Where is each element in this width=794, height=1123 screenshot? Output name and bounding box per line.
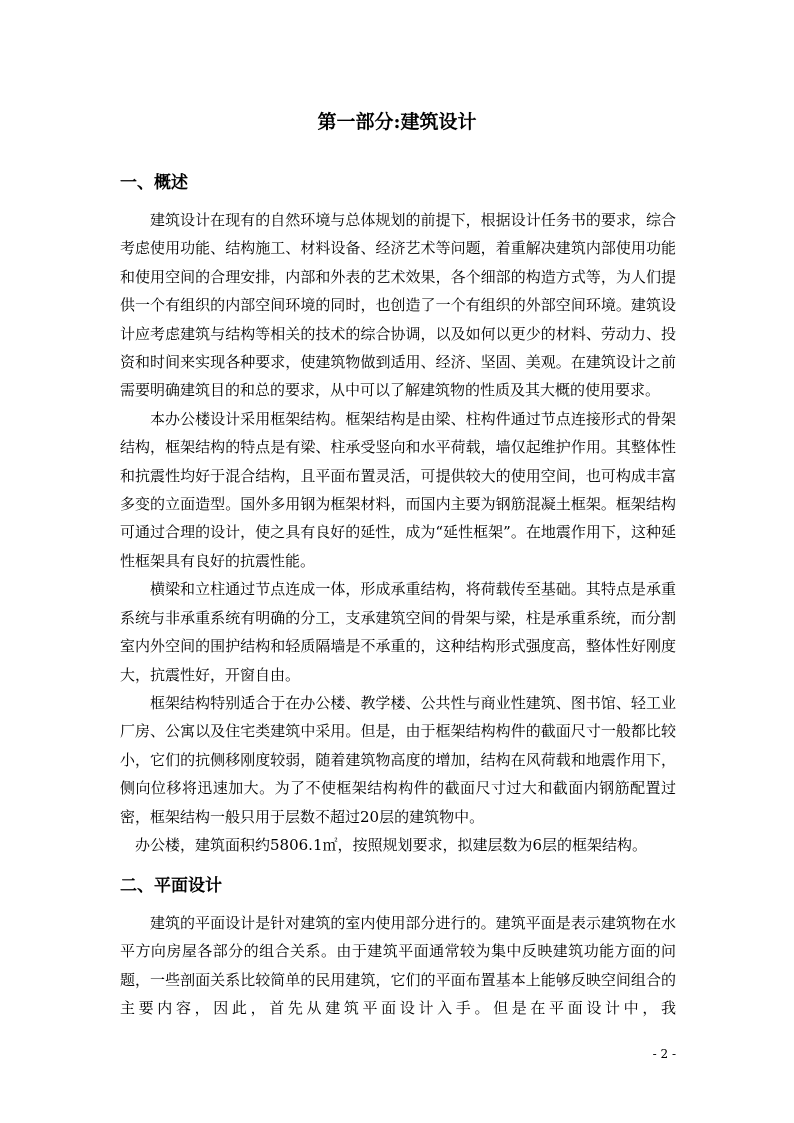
paragraph: 建筑的平面设计是针对建筑的室内使用部分进行的。建筑平面是表示建筑物在水平方向房屋各部分的组合关系。由于建筑平面通常较为集中反映建筑功能方面的问题，一些剖面关系比较简单的民用建筑，它们的平面布置基本上能够反映空间组合的主要内容，因此，首先从建筑平面设计入手。但是在平面设计中，我 bbox=[120, 914, 676, 1018]
paragraph: 横梁和立柱通过节点连成一体，形成承重结构，将荷载传至基础。其特点是承重系统与非承重系统有明确的分工，支承建筑空间的骨架与梁，柱是承重系统，而分割室内外空间的围护结构和轻质隔墙是不承重的，这种结构形式强度高，整体性好刚度大，抗震性好，开窗自由。 bbox=[120, 580, 676, 684]
paragraph: 本办公楼设计采用框架结构。框架结构是由梁、柱构件通过节点连接形式的骨架结构，框架结构的特点是有梁、柱承受竖向和水平荷载，墙仅起维护作用。其整体性和抗震性均好于混合结构，且平面布置灵活，可提供较大的使用空间，也可构成丰富多变的立面造型。国外多用钢为框架材料，而国内主要为钢筋混凝土框架。框架结构可通过合理的设计，使之具有良好的延性，成为“延性框架”。在地震作用下，这种延性框架具有良好的抗震性能。 bbox=[120, 409, 676, 570]
paragraph: 建筑设计在现有的自然环境与总体规划的前提下，根据设计任务书的要求，综合考虑使用功能、结构施工、材料设备、经济艺术等问题，着重解决建筑内部使用功能和使用空间的合理安排，内部和外表的艺术效果，各个细部的构造方式等，为人们提供一个有组织的内部空间环境的同时，也创造了一个有组织的外部空间环境。建筑设计应考虑建筑与结构等相关的技术的综合协调，以及如何以更少的材料、劳动力、投资和时间来实现各种要求，使建筑物做到适用、经济、坚固、美观。在建筑设计之前需要明确建筑目的和总的要求，从中可以了解建筑物的性质及其大概的使用要求。 bbox=[120, 211, 676, 400]
page-number: - 2 - bbox=[652, 1047, 676, 1061]
section-body-plan-design bbox=[120, 909, 676, 1023]
paragraph: 办公楼，建筑面积约5806.1㎡，按照规划要求，拟建层数为6层的框架结构。 bbox=[135, 835, 648, 854]
section-body-overview bbox=[120, 206, 676, 859]
section-heading-overview: 一、概述 bbox=[120, 173, 188, 193]
section-heading-plan-design: 二、平面设计 bbox=[120, 876, 222, 896]
paragraph: 框架结构特别适合于在办公楼、教学楼、公共性与商业性建筑、图书馆、轻工业厂房、公寓以及住宅类建筑中采用。但是，由于框架结构构件的截面尺寸一般都比较小，它们的抗侧移刚度较弱，随着建筑物高度的增加，结构在风荷载和地震作用下，侧向位移将迅速加大。为了不使框架结构构件的截面尺寸过大和截面内钢筋配置过密，框架结构一般只用于层数不超过20层的建筑物中。 bbox=[120, 693, 676, 826]
document-title: 第一部分:建筑设计 bbox=[317, 111, 477, 133]
